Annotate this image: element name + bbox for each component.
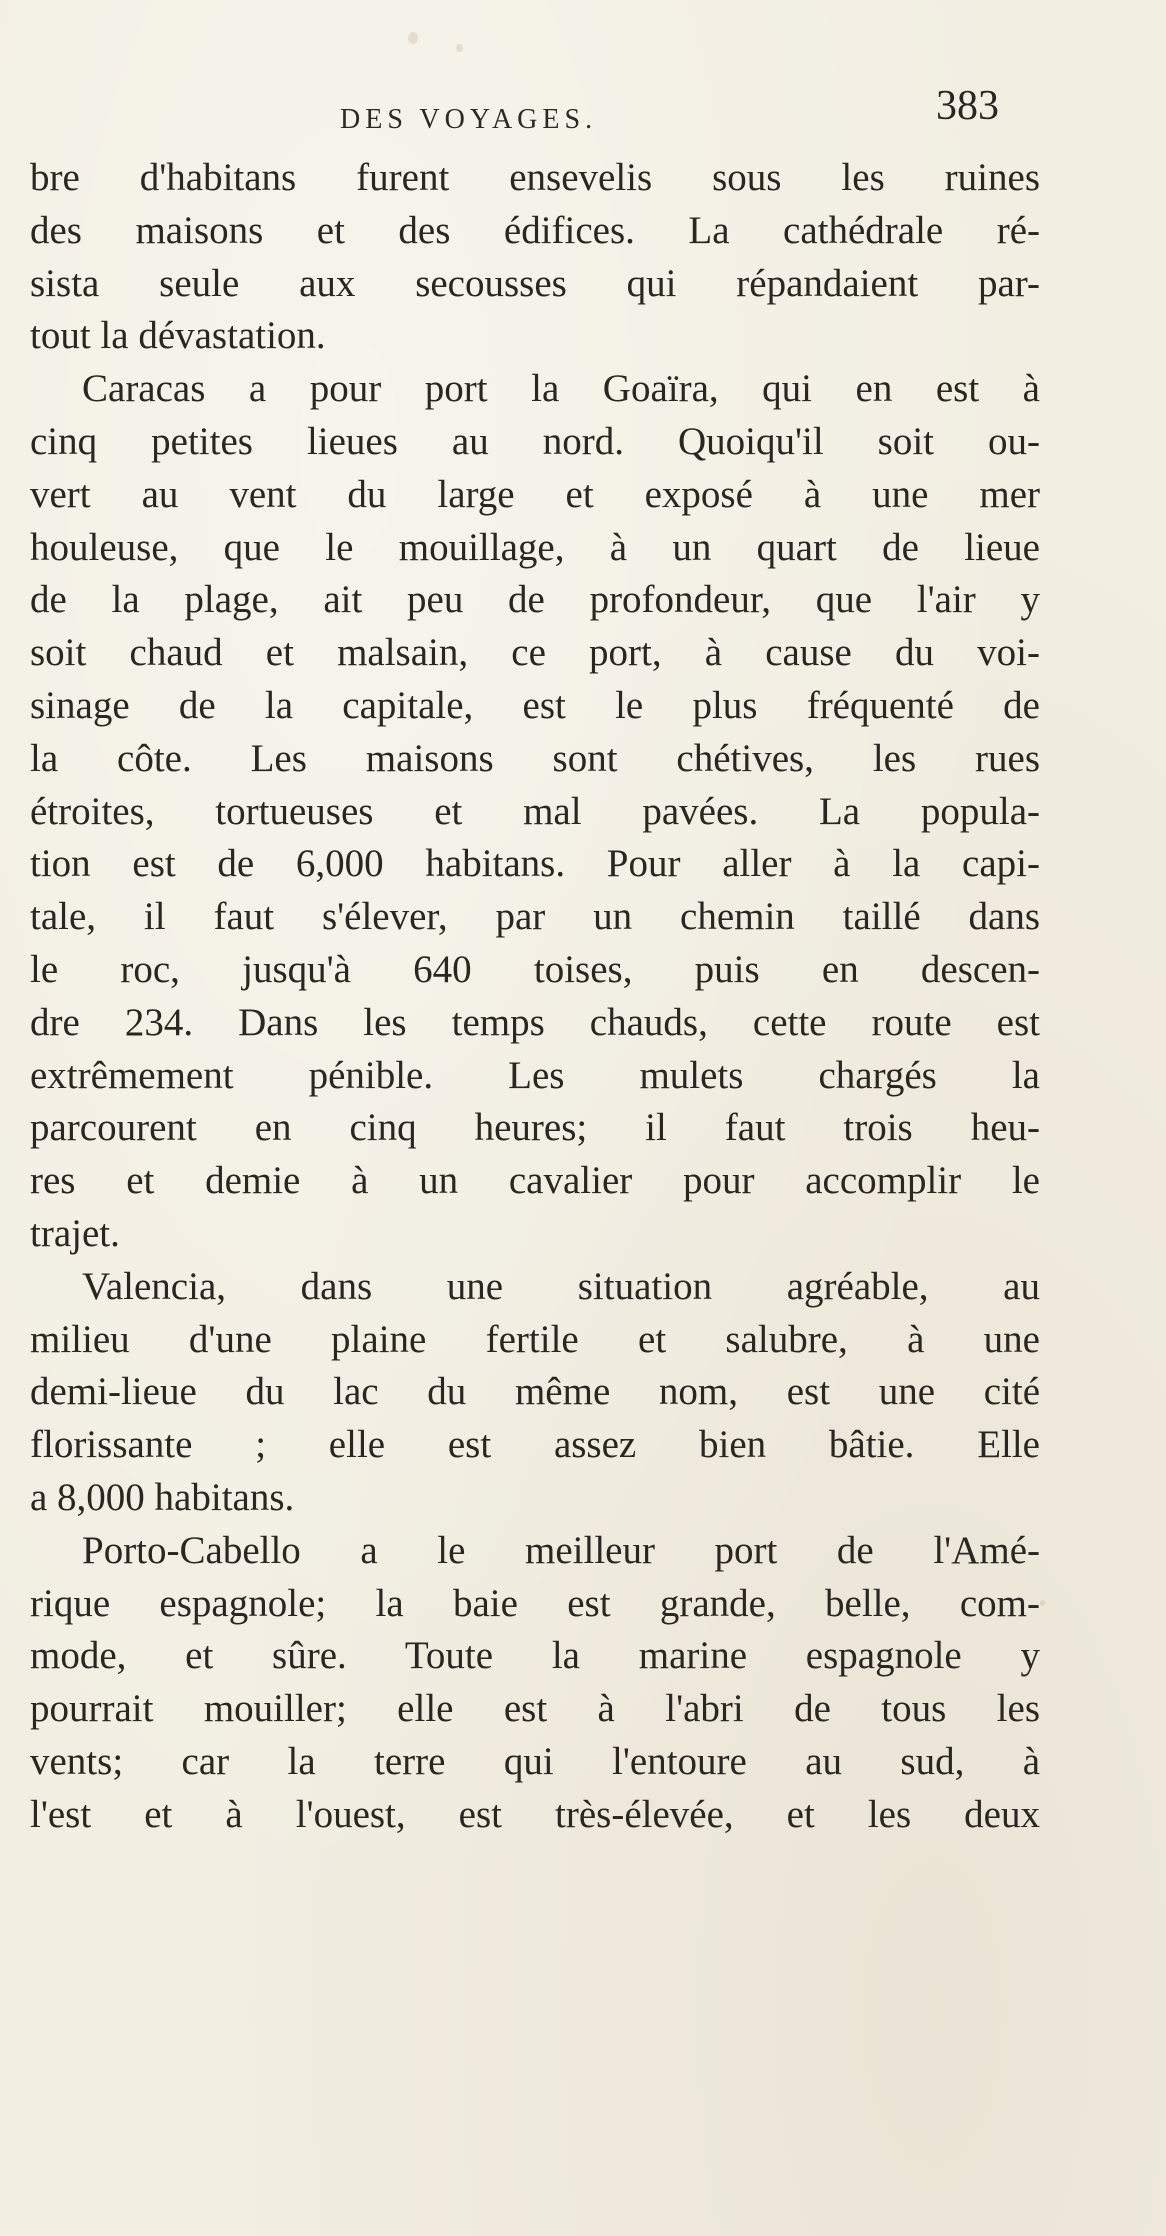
text-line: a 8,000 habitans.: [30, 1475, 295, 1519]
text-line: soit chaud et malsain, ce port, à cause du voi-: [30, 631, 1040, 675]
text-line: tion est de 6,000 habitans. Pour aller à la capi-: [30, 842, 1040, 886]
text-line: l'est et à l'ouest, est très-élevée, et les deux: [30, 1792, 1040, 1836]
text-line: mode, et sûre. Toute la marine espagnole y: [30, 1634, 1040, 1678]
text-line: demi-lieue du lac du même nom, est une cité: [30, 1370, 1040, 1414]
running-head: [0, 83, 1166, 140]
paper-foxing-spot: [408, 32, 418, 44]
text-line: sinage de la capitale, est le plus fréquenté de: [30, 683, 1040, 727]
text-line: parcourent en cinq heures; il faut trois heu-: [30, 1106, 1040, 1150]
text-line: milieu d'une plaine fertile et salubre, à une: [30, 1317, 1040, 1361]
text-line: trajet.: [30, 1211, 120, 1255]
text-line: houleuse, que le mouillage, à un quart de lieue: [30, 525, 1040, 569]
text-line: tout la dévastation.: [30, 314, 326, 358]
text-line: res et demie à un cavalier pour accomplir le: [30, 1159, 1040, 1203]
page-number: 383: [936, 83, 999, 129]
body-text: [30, 152, 1040, 1842]
text-line: des maisons et des édifices. La cathédrale ré-: [30, 208, 1040, 252]
text-line: florissante ; elle est assez bien bâtie. Elle: [30, 1423, 1040, 1467]
text-line: vert au vent du large et exposé à une mer: [30, 472, 1040, 516]
text-line: dre 234. Dans les temps chauds, cette route est: [30, 1000, 1040, 1044]
text-line: étroites, tortueuses et mal pavées. La popula-: [30, 789, 1040, 833]
text-line: vents; car la terre qui l'entoure au sud, à: [30, 1739, 1040, 1783]
text-line: pourrait mouiller; elle est à l'abri de tous les: [30, 1687, 1040, 1731]
running-title: DES VOYAGES.: [340, 104, 598, 135]
text-line: Valencia, dans une situation agréable, au: [82, 1264, 1040, 1308]
text-line: rique espagnole; la baie est grande, belle, com-: [30, 1581, 1040, 1625]
text-line: de la plage, ait peu de profondeur, que l'air y: [30, 578, 1040, 622]
text-line: cinq petites lieues au nord. Quoiqu'il soit ou-: [30, 419, 1040, 463]
text-line: tale, il faut s'élever, par un chemin taillé dans: [30, 895, 1040, 939]
paper-foxing-spot: [1040, 1600, 1045, 1606]
paper-foxing-spot: [456, 44, 463, 52]
text-line: Caracas a pour port la Goaïra, qui en est à: [82, 367, 1040, 411]
text-line: la côte. Les maisons sont chétives, les rues: [30, 736, 1040, 780]
text-line: Porto-Cabello a le meilleur port de l'Amé-: [82, 1528, 1040, 1572]
text-line: sista seule aux secousses qui répandaient par-: [30, 261, 1040, 305]
text-line: le roc, jusqu'à 640 toises, puis en descen-: [30, 947, 1040, 991]
text-line: extrêmement pénible. Les mulets chargés la: [30, 1053, 1040, 1097]
text-line: bre d'habitans furent ensevelis sous les ruines: [30, 156, 1040, 199]
